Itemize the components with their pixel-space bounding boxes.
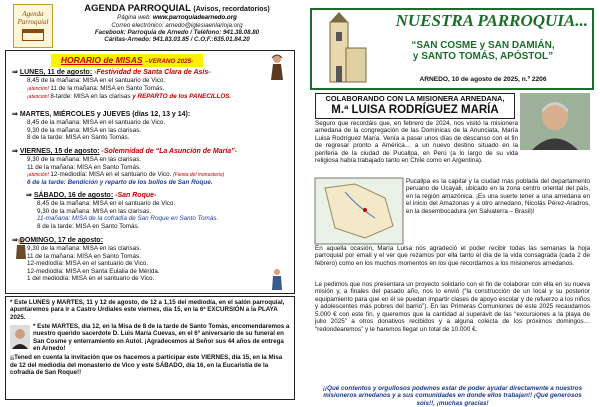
missionary-portrait <box>520 93 590 150</box>
schedule-sunday: ⇒ DOMINGO, 17 de agosto: 9,30 de la mañana: MISA en las clarisas. 11 de la mañana: MISA en Santo Tomás. 12-mediodía: MISA en el santuario de Vico. 12-mediodía: MISA en Santa Eulalia de Mérida. 1 del mediodía: MISA en el santuario de Vico. <box>12 237 160 282</box>
issue-date: ARNEDO, 10 de agosto de 2025, n.º 2206 <box>419 76 547 83</box>
caritas-phone: Cáritas-Arnedo: 941.83.03.85 / C.O.F.:635.01.84.20 <box>104 36 250 44</box>
schedule-monday: ⇒ LUNES, 11 de agosto: -Festividad de Santa Clara de Asís- 8,45 de la mañana: MISA en el santuario de Vico. ¡atención! 11 de la mañana: MISA en Santo Tomás. ¡atención! 8-tarde: MISA en las clarisas y REPARTO de los PANECILLOS. <box>12 69 232 100</box>
note-excursion: * Este LUNES y MARTES, 11 y 12 de agosto, de 12 a 1,15 del mediodía, en el salón parroquial, apuntaremos para ir a Castro Urdiales este viernes, día 15, en la 6ª EXCURSIÓN a la PLAYA 2025. <box>10 299 285 321</box>
missionary-article <box>310 93 600 407</box>
agenda-header <box>5 2 295 51</box>
announcements-box <box>5 296 295 400</box>
newsletter-title: NUESTRA PARROQUIA... <box>395 11 588 30</box>
house-icon <box>22 29 44 41</box>
schedule-tue-thu: ⇒ MARTES, MIÉRCOLES y JUEVES (días 12, 13 y 14): 8,45 de la mañana: MISA en el santuario de Vico. 9,30 de la mañana: MISA en las clarisas. 8 de la tarde: MISA en Santo Tomás. <box>12 111 191 142</box>
left-page <box>0 0 300 402</box>
contact-block: AGENDA PARROQUIAL (Avisos, recordatorios) Página web: www.parroquiadearnedo.org Correo electrónico: arnedo@iglesiaenlarioja.org Facebook: Parroquia de Arnedo / Teléfono: 941.38.08.80 Cáritas-Arnedo: 941.83.03.85 / C.O.F.:635.01.84.20 <box>57 3 297 44</box>
schedule-saturday: ⇒ SÁBADO, 16 de agosto: -San Roque- 8,45 de la mañana: MISA en el santuario de Vico. 9,30 de la mañana: MISA en las clarisas. 11-mañana: MISA de la cofradía de San Roque en Santo Tomás. 8 de la tarde: MISA en Santo Tomás. <box>26 192 219 230</box>
parish-name: “SAN COSME y SAN DAMIÁN, y SANTO TOMÁS, APÓSTOL” <box>411 40 555 62</box>
article-paragraph-3: En aquella ocasión, María Luisa nos agradeció el poder recibir todas las semanas la hoja parroquial por email y el ver que rezamos por ella tanto el día de la vida consagrada (cada 2 de febrero) como en los muchos momentos en los que recordamos a los misioneros arnedanos. <box>315 245 590 267</box>
peru-map <box>315 178 403 244</box>
email-link[interactable]: arnedo@iglesiaenlarioja.org <box>165 21 243 29</box>
agenda-logo: Agenda Parroquial <box>13 4 53 48</box>
article-paragraph-4: Le pedimos que nos presentara un proyecto solidario con el fin de colaborar con ella en su nueva misión y, a finales del pasado año, nos lo envió (“la construcción de un local y su posterior equipamiento para que en él se puedan impartir clases de apoyo escolar y de refuerzo a los niños y adolescentes más pobres del barrio”). En las Primeras Comuniones de este 2025 recaudamos 5.000 € con este fin, y queremos que la cantidad al superávit de las “excursiones a la playa de julio 2025” a otros donativos recibidos y a alguna colecta de los próximos domingos… “redondearemos” y le haremos llegar un total de 10.000 €. <box>315 281 590 333</box>
priest-photo <box>10 325 30 349</box>
article-closing: ¡¡Qué contentos y orgullosos podemos estar de poder ayudar directamente a nuestros misioneros arnedanos y a sus comunidades en donde ellos trabajan!! ¡Qué generosos sois!!, ¡muchas gracias! <box>322 385 583 407</box>
facebook-phone: Facebook: Parroquia de Arnedo / Teléfono: 941.38.08.80 <box>94 28 260 36</box>
schedule-friday: ⇒ VIERNES, 15 de agosto: -Solemnidad de “La Asunción de María”- 9,30 de la mañana: MISA en las clarisas. 11 de la mañana: MISA en Santo Tomás. ¡atención! 12-mediodía: MISA en el santuario de Vico. (Fiesta del monasterio) 6 de la tarde: Bendición y reparto de los bollos de San Roque. <box>12 148 237 186</box>
website-link[interactable]: www.parroquiadearnedo.org <box>152 14 237 22</box>
agenda-title: AGENDA PARROQUIAL <box>84 3 191 14</box>
schedule-title: HORARIO de MISAS –VERANO 2025- <box>51 54 203 67</box>
right-page <box>310 0 600 407</box>
mass-schedule-box <box>5 50 295 294</box>
note-invitation: ¡¡Tened en cuenta la invitación que os hacemos a participar este VIERNES, día 15, en la Misa de 12 del mediodía del monasterio de Vico y este SÁBADO, día 16, en la Eucaristía de la cofradía de San Roque!! <box>10 354 283 376</box>
article-paragraph-1: Seguro que recordáis que, en febrero de 2024, nos visitó la misionera arnedana de la congregación de las Dominicas de la Anunciata, María Luisa Rodríguez María. Venía a pasar unos días de descanso con el fin de regresar pronto a América… a un nuevo destino situado en la periferia de la ciudad de Pucallpa, en Perú (a lo largo de su vida religiosa había trabajado tanto en Chile como en Argentina). <box>315 120 518 165</box>
newsletter-header <box>310 8 594 90</box>
article-paragraph-2: Pucallpa es la capital y la ciudad más poblada del departamento peruano de Ucayali, ubicado en la zona centro oriental del país, en la región amazónica. ¡Es una suerte tener a una arnedana en el inicio del Amazonas y a otro arnedano, Nicolás Pérez-Aradros, en la desembocadura (en Salvaterra – Brasil)! <box>406 178 590 215</box>
note-anniversary: * Este MARTES, día 12, en la Misa de 8 de la tarde de Santo Tomás, encomendaremos a nuestro querido sacerdote D. Luis María Cuevas, en el 6º aniversario de su funeral en San Cosme y enterramiento en Autol. ¡Agradecemos al Señor sus 44 años de entrega en Arnedo! <box>33 322 290 352</box>
article-title: COLABORANDO CON LA MISIONERA ARNEDANA, M.ª LUISA RODRÍGUEZ MARÍA <box>315 93 515 119</box>
